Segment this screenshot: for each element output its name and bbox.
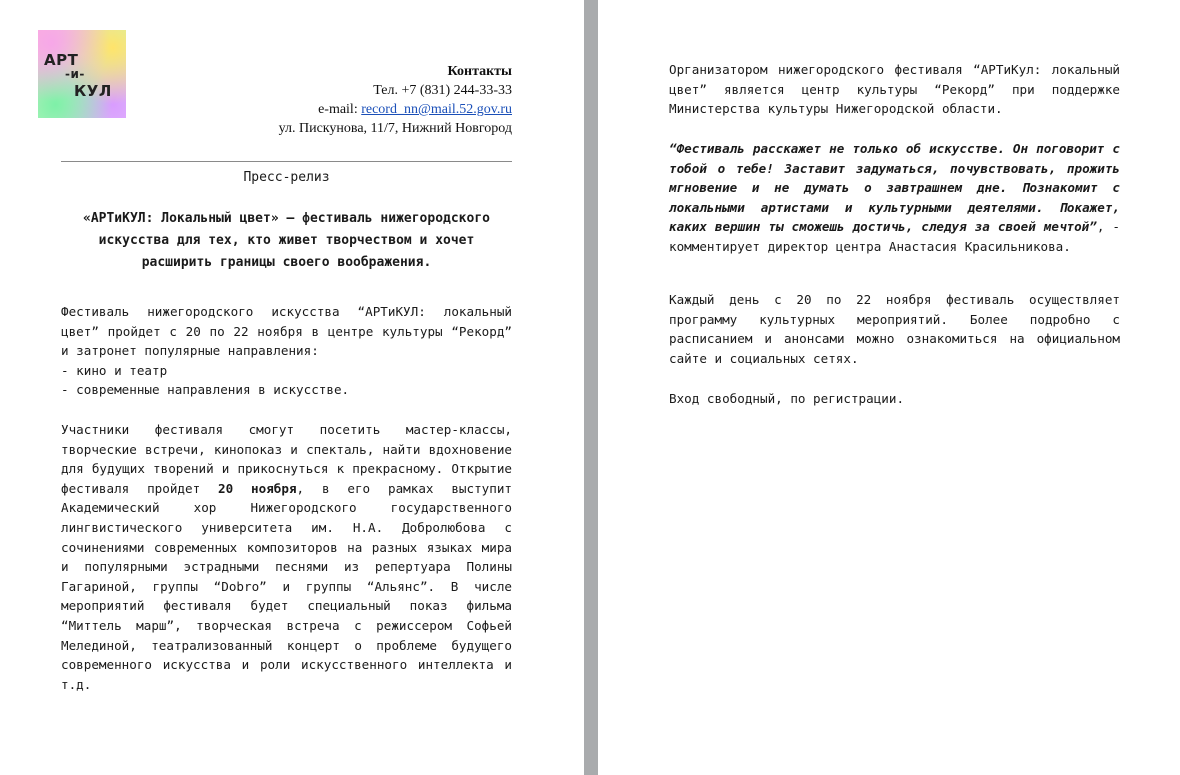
director-quote: “Фестиваль расскажет не только об искусстве. Он поговорит с тобой о тебе! Заставит задуматься, почувствовать, прожить мгновение и не думать о завтрашнем дне. Познакомит с локальными артистами и культурными деятелями. Покажет, каких вершин ты сможешь достичь, следуя за своей мечтой”	[669, 141, 1120, 235]
director-attribution: , - комментирует директор центра Анастасия Красильникова.	[669, 219, 1120, 254]
organizer-paragraph: Организатором нижегородского фестиваля “АРТиКул: локальный цвет” является центр культуры “Рекорд” при поддержке Министерства культуры Нижегородской области.	[669, 62, 1120, 117]
bullet-item: - современные направления в искусстве.	[61, 382, 350, 398]
header-divider	[61, 161, 512, 162]
intro-paragraph	[61, 302, 512, 400]
page-gutter	[584, 0, 598, 775]
document-page-2	[598, 0, 1180, 775]
contacts-email-line	[279, 100, 512, 119]
contacts-phone: Тел. +7 (831) 244-33-33	[373, 83, 512, 98]
intro-text: Фестиваль нижегородского искусства “АРТиКУЛ: локальный цвет” пройдет с 20 по 22 ноября в центре культуры “Рекорд” и затронет популярные направления:	[61, 304, 512, 359]
headline-text: «АРТиКУЛ: Локальный цвет» — фестиваль нижегородского искусства для тех, кто живет творчеством и хочет расширить границы своего воображения.	[83, 211, 490, 270]
logo-text-line-1: АРТ	[44, 51, 79, 69]
press-release-label: Пресс-релиз	[243, 170, 330, 185]
logo-text-line-2: -и-	[65, 67, 85, 81]
press-release-headline	[61, 208, 512, 274]
entry-paragraph: Вход свободный, по регистрации.	[669, 391, 905, 406]
participants-paragraph	[61, 420, 512, 694]
contacts-title: Контакты	[447, 64, 512, 79]
contacts-email-link[interactable]: record_nn@mail.52.gov.ru	[361, 102, 512, 117]
opening-date: 20 ноября	[218, 480, 297, 496]
festival-logo	[38, 30, 126, 118]
contacts-block	[279, 62, 512, 138]
logo-text-line-3: КУЛ	[74, 82, 112, 100]
contacts-address: ул. Пискунова, 11/7, Нижний Новгород	[278, 121, 512, 136]
contacts-email-label: e-mail:	[318, 102, 358, 117]
document-page-1	[0, 0, 584, 775]
director-quote-paragraph	[669, 139, 1120, 257]
participants-text-part-2: , в его рамках выступит Академический хор Нижегородского государственного лингвистического университета им. Н.А. Добролюбова с сочинениями современных композиторов на разных языках мира и популярными эстрадными песнями из репертуара Полины Гагариной, группы “Dobro” и группы “Альянс”. В числе мероприятий фестиваля будет специальный показ фильма “Миттель марш”, творческая встреча с режиссером Софьей Мелединой, театрализованный концерт о проблеме будущего современного искусства и роли искусственного интеллекта и т.д.	[61, 480, 512, 692]
bullet-item: - кино и театр	[61, 362, 168, 378]
participants-text-part-1: Участники фестиваля смогут посетить мастер-классы, творческие встречи, кинопоказ и спекталь, найти вдохновение для будущих творений и прикоснуться к прекрасному. Открытие фестиваля пройдет	[61, 422, 512, 496]
program-paragraph: Каждый день с 20 по 22 ноября фестиваль осуществляет программу культурных мероприятий. Более подробно с расписанием и анонсами можно ознакомиться на официальном сайте и социальных сетях.	[669, 292, 1120, 366]
